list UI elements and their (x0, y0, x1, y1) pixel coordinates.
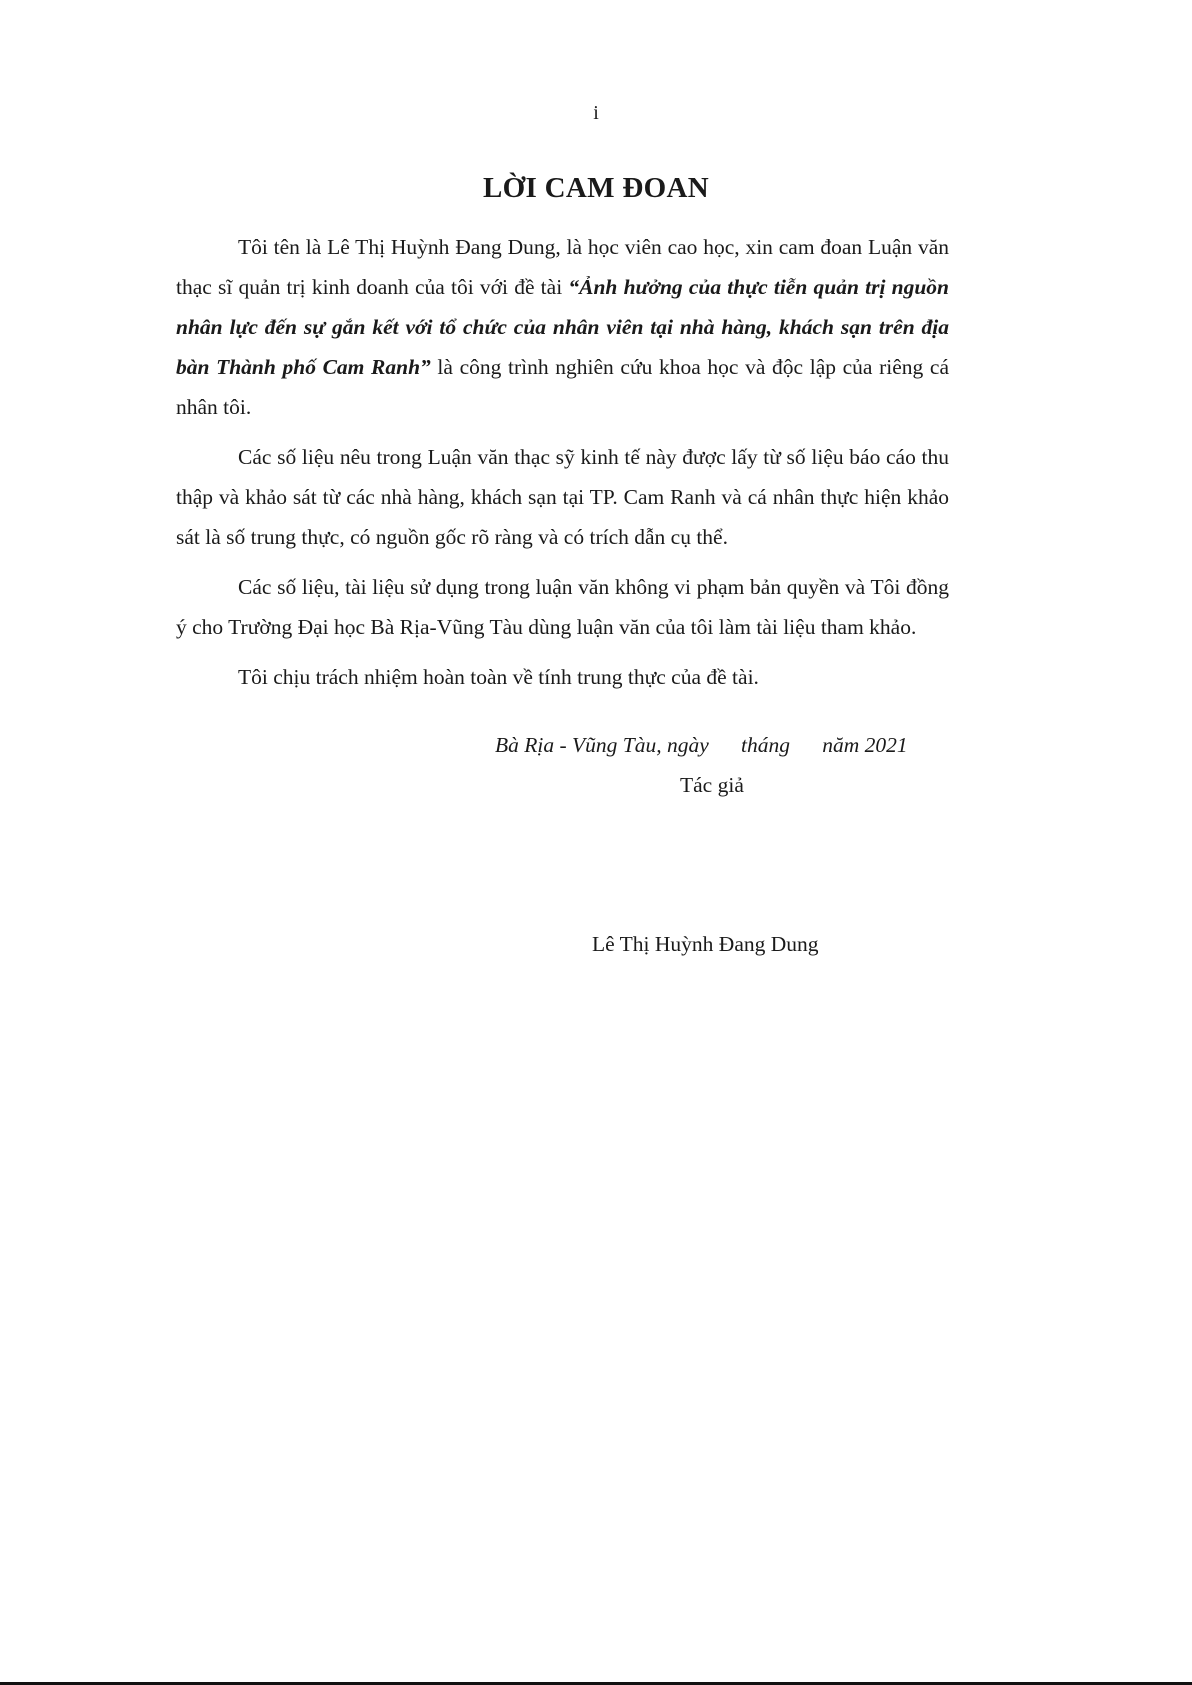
paragraph-copyright: Các số liệu, tài liệu sử dụng trong luận văn không vi phạm bản quyền và Tôi đồng ý cho Trường Đại học Bà Rịa-Vũng Tàu dùng luận văn của tôi làm tài liệu tham khảo. (176, 575, 949, 639)
signature-place-date: Bà Rịa - Vũng Tàu, ngày tháng năm 2021 (495, 733, 908, 757)
paragraph-responsibility: Tôi chịu trách nhiệm hoàn toàn về tính trung thực của đề tài. (238, 665, 759, 689)
paragraph-declaration-end: là công trình nghiên cứu khoa học và độc lập của riêng cá nhân tôi. (176, 355, 949, 419)
signature-name: Lê Thị Huỳnh Đang Dung (592, 932, 819, 956)
paragraph-data-source: Các số liệu nêu trong Luận văn thạc sỹ kinh tế này được lấy từ số liệu báo cáo thu thập và khảo sát từ các nhà hàng, khách sạn tại TP. Cam Ranh và cá nhân thực hiện khảo sát là số trung thực, có nguồn gốc rõ ràng và có trích dẫn cụ thể. (176, 445, 949, 549)
page-number: i (593, 102, 599, 124)
paragraph-declaration-intro: Tôi tên là Lê Thị Huỳnh Đang Dung, là học viên cao học, xin cam đoan Luận văn thạc sĩ quản trị kinh doanh của tôi với đề tài (176, 235, 949, 299)
thesis-title: “Ảnh hưởng của thực tiễn quản trị nguồn nhân lực đến sự gắn kết với tổ chức của nhân viên tại nhà hàng, khách sạn trên địa bàn Thành phố Cam Ranh” (176, 275, 949, 379)
declaration-body (176, 227, 949, 707)
signature-role: Tác giả (680, 773, 744, 797)
page-title: LỜI CAM ĐOAN (483, 172, 709, 204)
paragraph-declaration (176, 227, 949, 427)
